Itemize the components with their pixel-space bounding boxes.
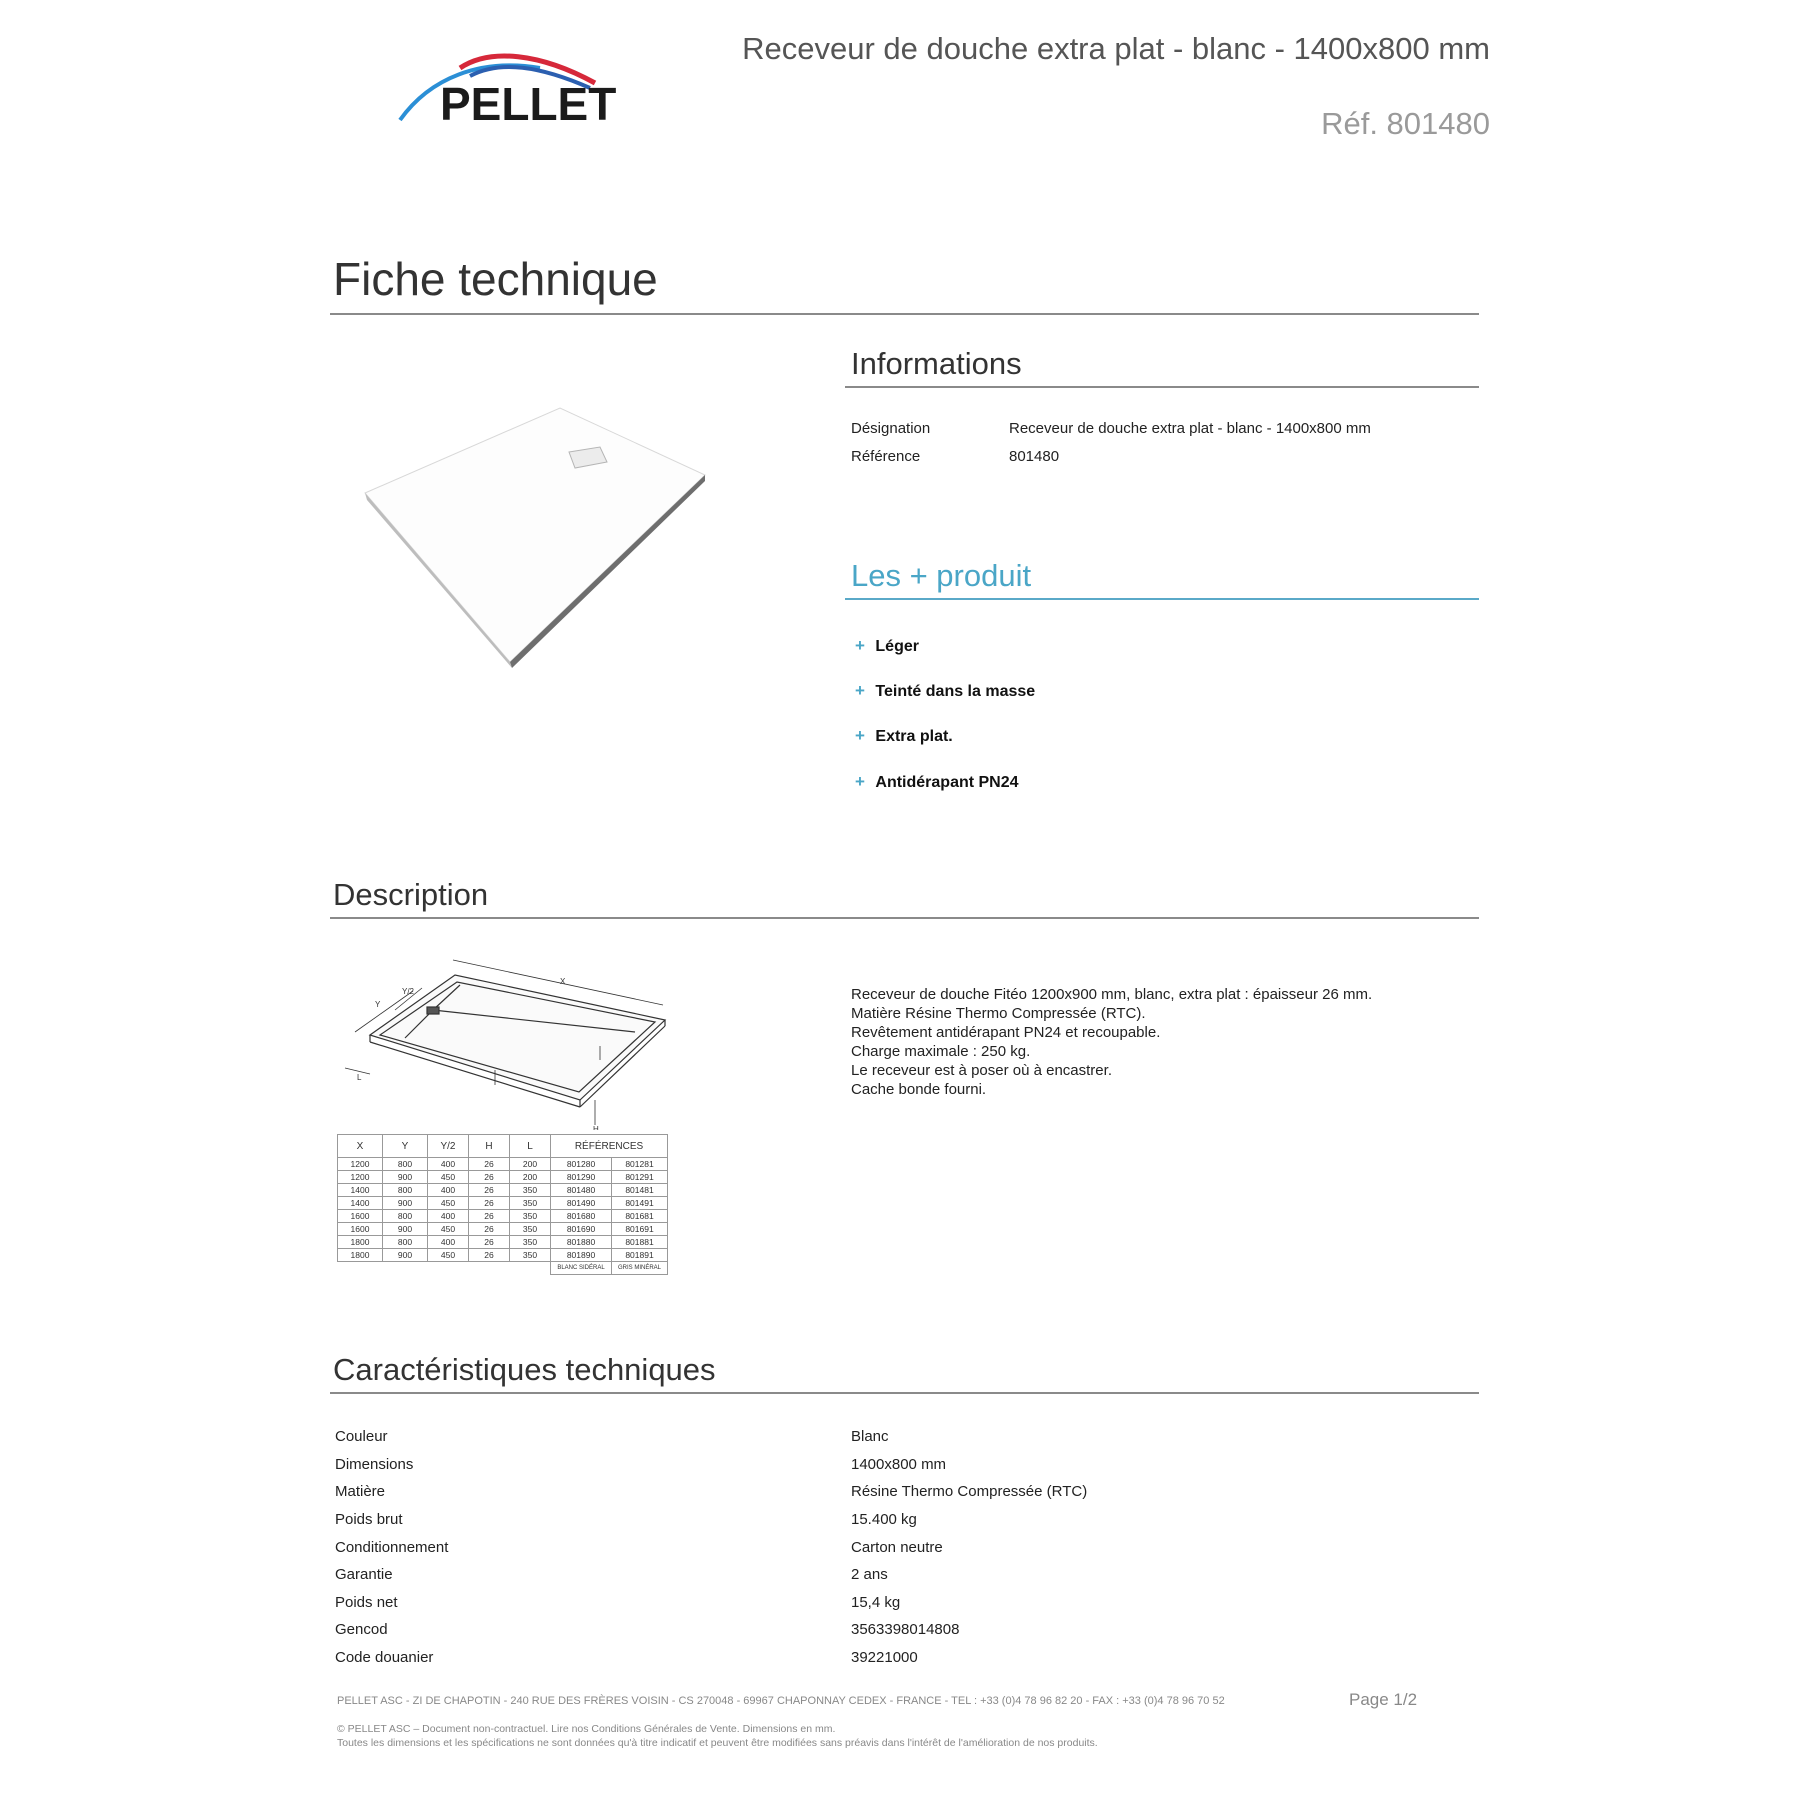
benefit-item [855, 681, 1035, 701]
benefit-item [855, 636, 919, 656]
drawing-label-y: Y [375, 1000, 381, 1009]
table-row: 1400 900 450 26 350 801490 801491 [338, 1197, 668, 1210]
dims-header-references: RÉFÉRENCES [551, 1135, 668, 1158]
dimensions-table [337, 1134, 668, 1275]
logo-text: PELLET [440, 78, 617, 130]
table-row: 1800 800 400 26 350 801880 801881 [338, 1236, 668, 1249]
description-line: Revêtement antidérapant PN24 et recoupable. [851, 1024, 1161, 1041]
benefit-item [855, 726, 953, 746]
title-divider [330, 313, 1479, 315]
info-value-designation: Receveur de douche extra plat - blanc - 1400x800 mm [1009, 420, 1371, 437]
benefits-heading: Les + produit [851, 558, 1032, 593]
description-line: Receveur de douche Fitéo 1200x900 mm, blanc, extra plat : épaisseur 26 mm. [851, 986, 1373, 1003]
table-row: 1200 900 450 26 200 801290 801291 [338, 1171, 668, 1184]
benefit-label: Léger [875, 638, 919, 655]
spec-key: Matière [335, 1483, 386, 1500]
spec-value: Résine Thermo Compressée (RTC) [851, 1483, 1088, 1500]
footer-legal [337, 1722, 1098, 1750]
footer-legal-line: Toutes les dimensions et les spécifications ne sont données qu'à titre indicatif et peuvent être modifiées sans préavis dans l'intérêt de l'amélioration de nos produits. [337, 1737, 1098, 1749]
info-key-designation: Désignation [851, 420, 931, 437]
spec-key: Conditionnement [335, 1539, 449, 1556]
page-number: Page 1/2 [1349, 1690, 1418, 1709]
dims-header-x: X [338, 1135, 383, 1158]
spec-value: Blanc [851, 1428, 889, 1445]
table-row: 1800 900 450 26 350 801890 801891 [338, 1249, 668, 1262]
spec-value: 15.400 kg [851, 1511, 917, 1528]
dims-header-y2: Y/2 [428, 1135, 469, 1158]
description-text [851, 985, 1471, 1099]
plus-icon: + [855, 772, 865, 791]
spec-value: 39221000 [851, 1649, 918, 1666]
header-reference: Réf. 801480 [1321, 106, 1490, 141]
info-value-reference: 801480 [1009, 448, 1060, 465]
benefit-item [855, 772, 1019, 792]
spec-key: Gencod [335, 1621, 388, 1638]
description-line: Le receveur est à poser où à encastrer. [851, 1062, 1112, 1079]
spec-value: 2 ans [851, 1566, 888, 1583]
info-key-reference: Référence [851, 448, 921, 465]
table-row: 1600 800 400 26 350 801680 801681 [338, 1210, 668, 1223]
specs-heading: Caractéristiques techniques [333, 1352, 716, 1387]
plus-icon: + [855, 681, 865, 700]
dims-header-l: L [510, 1135, 551, 1158]
dims-header-h: H [469, 1135, 510, 1158]
page-title: Fiche technique [333, 253, 658, 305]
spec-key: Dimensions [335, 1456, 414, 1473]
description-divider [330, 917, 1479, 919]
informations-divider [845, 386, 1479, 388]
spec-value: Carton neutre [851, 1539, 943, 1556]
footer-address: PELLET ASC - ZI DE CHAPOTIN - 240 RUE DES FRÈRES VOISIN - CS 270048 - 69967 CHAPONNAY CEDEX - FRANCE - TEL : +33 (0)4 78 96 82 20 - FAX : +33 (0)4 78 96 70 52 [337, 1695, 1225, 1707]
table-row: 1400 800 400 26 350 801480 801481 [338, 1184, 668, 1197]
description-heading: Description [333, 877, 489, 912]
spec-key: Poids brut [335, 1511, 403, 1528]
spec-value: 1400x800 mm [851, 1456, 947, 1473]
pellet-logo [390, 38, 650, 138]
drawing-label-h: H [593, 1125, 599, 1130]
benefit-label: Antidérapant PN24 [875, 774, 1019, 791]
benefit-label: Teinté dans la masse [875, 683, 1036, 700]
description-line: Charge maximale : 250 kg. [851, 1043, 1031, 1060]
product-image [355, 350, 715, 670]
drawing-label-y2: Y/2 [402, 987, 415, 996]
description-line: Cache bonde fourni. [851, 1081, 987, 1098]
finish-blanc: BLANC SIDÉRAL [551, 1262, 612, 1275]
spec-key: Couleur [335, 1428, 388, 1445]
plus-icon: + [855, 726, 865, 745]
drawing-label-x: X [560, 977, 566, 986]
informations-heading: Informations [851, 346, 1022, 381]
table-row: 1200 800 400 26 200 801280 801281 [338, 1158, 668, 1171]
drawing-label-l: L [357, 1073, 362, 1082]
footer-legal-line: © PELLET ASC – Document non-contractuel. Lire nos Conditions Générales de Vente. Dimensions en mm. [337, 1723, 836, 1735]
benefits-divider [845, 598, 1479, 600]
finish-gris: GRIS MINÉRAL [612, 1262, 668, 1275]
specs-divider [330, 1392, 1479, 1394]
spec-value: 15,4 kg [851, 1594, 901, 1611]
spec-key: Garantie [335, 1566, 393, 1583]
dims-header-y: Y [383, 1135, 428, 1158]
table-row: 1600 900 450 26 350 801690 801691 [338, 1223, 668, 1236]
benefit-label: Extra plat. [875, 728, 953, 745]
spec-key: Code douanier [335, 1649, 434, 1666]
description-line: Matière Résine Thermo Compressée (RTC). [851, 1005, 1146, 1022]
spec-key: Poids net [335, 1594, 398, 1611]
spec-value: 3563398014808 [851, 1621, 960, 1638]
plus-icon: + [855, 636, 865, 655]
table-footer-row [338, 1262, 668, 1275]
header-title: Receveur de douche extra plat - blanc - 1400x800 mm [742, 31, 1490, 66]
technical-drawing [335, 950, 675, 1130]
